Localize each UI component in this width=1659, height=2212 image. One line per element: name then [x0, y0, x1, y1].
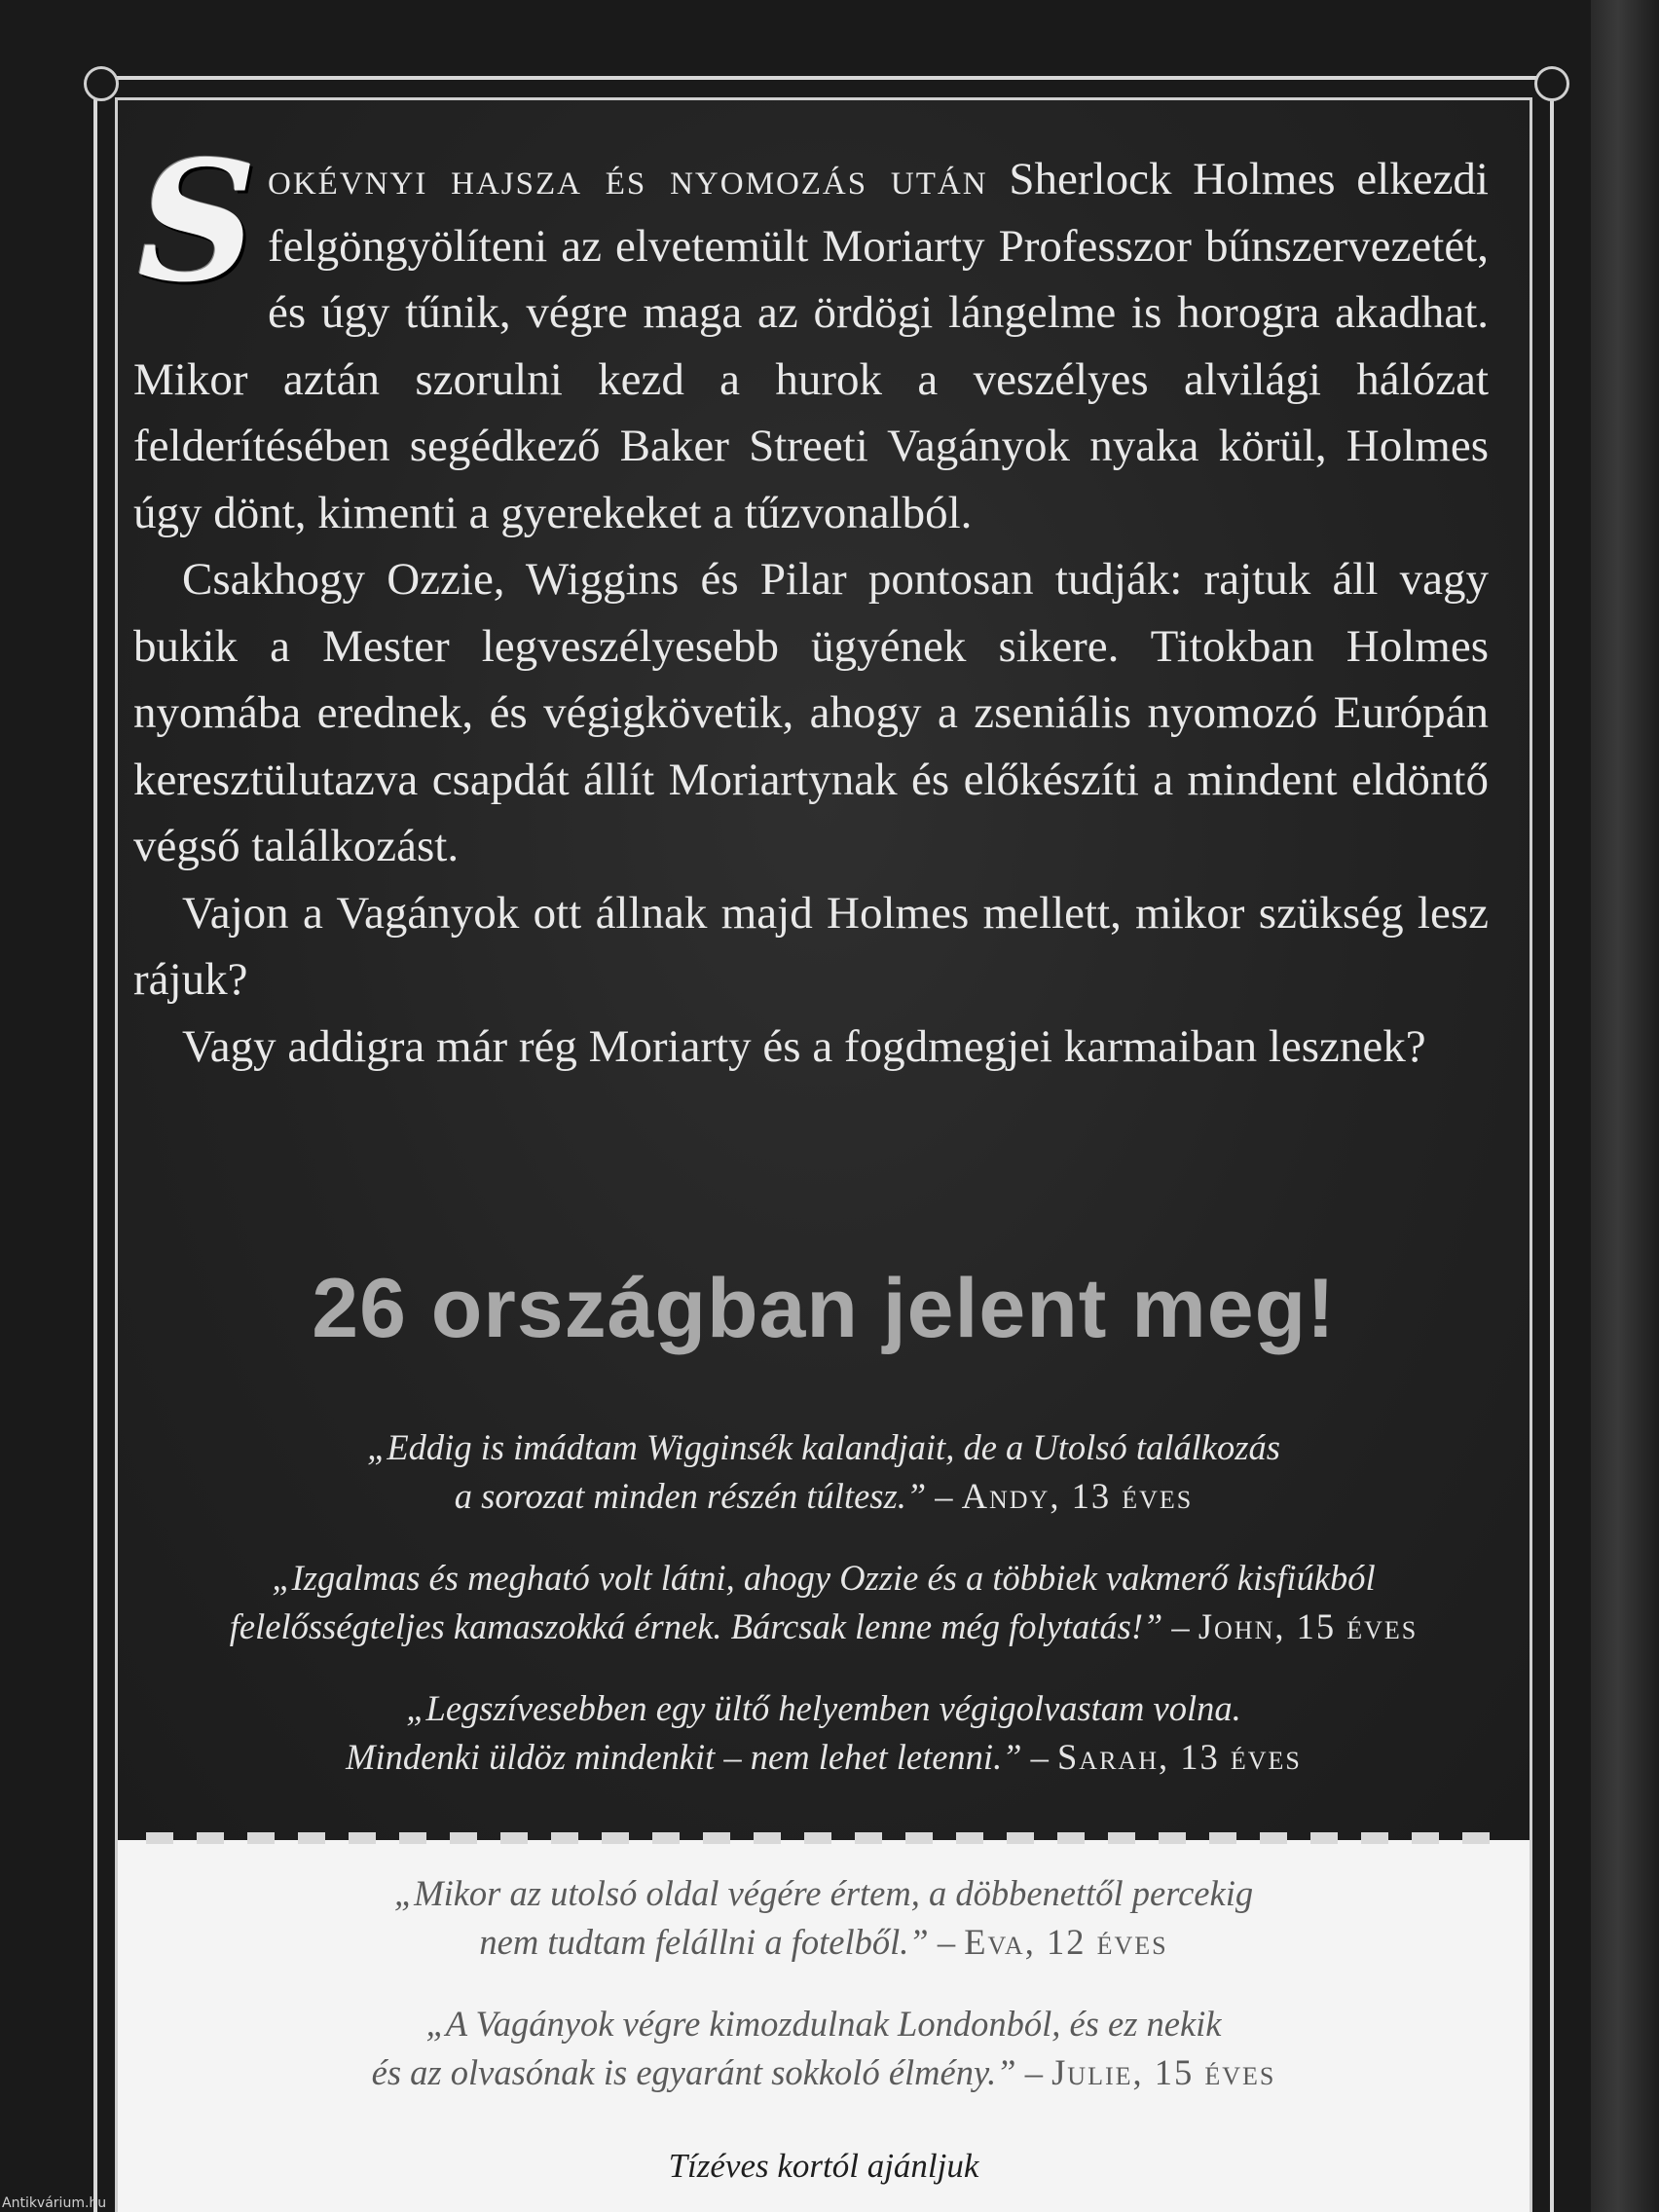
- reader-quotes-light: [118, 1869, 1530, 2130]
- intro-smallcaps: okévnyi hajsza és nyomozás után: [268, 154, 988, 204]
- blurb-paragraph-2: Csakhogy Ozzie, Wiggins és Pilar pontosan tudják: rajtuk áll vagy bukik a Mester legveszélyesebb ügyének sikere. Titokban Holmes nyomába erednek, és végigkövetik, ahogy a zseniális nyomozó Európán keresztülutazva csapdát állít Moriartynak és előkészíti a mindent eldöntő végső találkozást.: [133, 554, 1489, 871]
- quote-line-with-author: [118, 2048, 1530, 2097]
- blurb-paragraph-4: Vagy addigra már rég Moriarty és a fogdmegjei karmaiban lesznek?: [182, 1020, 1426, 1072]
- quote-text: és az olvasónak is egyaránt sokkoló élmény.” –: [371, 2052, 1052, 2092]
- reader-quote: [118, 1869, 1530, 1967]
- paragraph-text: Sherlock Holmes elkezdi felgöngyölíteni az elvetemült Moriarty Professzor bűnszervezetét, és úgy tűnik, végre maga az ördögi lángelme is horogra akadhat. Mikor aztán szorulni kezd a hurok a veszélyes alvilági hálózat felderítésében segédkező Baker Streeti Vagányok nyaka körül, Holmes úgy dönt, kimenti a gyerekeket a tűzvonalból.: [133, 154, 1489, 538]
- quote-line: „Eddig is imádtam Wigginsék kalandjait, de a Utolsó találkozás: [367, 1427, 1280, 1467]
- blurb-text: [133, 125, 1489, 1080]
- reader-quotes-dark: [118, 1423, 1530, 1815]
- age-recommendation: Tízéves kortól ajánljuk: [668, 2147, 979, 2185]
- frame-corner-ornament: [1534, 66, 1569, 101]
- frame-corner-ornament: [84, 66, 119, 101]
- quote-author: Andy, 13 éves: [961, 1476, 1194, 1516]
- reader-quote: [118, 1554, 1530, 1651]
- quote-text: felelősségteljes kamaszokká érnek. Bárcsak lenne még folytatás!” –: [229, 1606, 1198, 1646]
- quote-author: Sarah, 13 éves: [1057, 1737, 1302, 1777]
- quote-author: Eva, 12 éves: [964, 1922, 1168, 1962]
- book-spine-edge: [1591, 0, 1659, 2212]
- quote-line: „Izgalmas és megható volt látni, ahogy Ozzie és a többiek vakmerő kisfiúkból: [272, 1558, 1376, 1598]
- quote-line: „Legszívesebben egy ültő helyemben végigolvastam volna.: [406, 1688, 1241, 1728]
- blurb-paragraph-3: Vajon a Vagányok ott állnak majd Holmes mellett, mikor szükség lesz rájuk?: [133, 887, 1489, 1005]
- quote-line: „Mikor az utolsó oldal végére értem, a döbbenettől percekig: [393, 1873, 1254, 1913]
- quote-text: Mindenki üldöz mindenkit – nem lehet letenni.” –: [346, 1737, 1057, 1777]
- reader-quote: [118, 2000, 1530, 2097]
- quote-line-with-author: [118, 1472, 1530, 1521]
- quote-text: nem tudtam felállni a fotelből.” –: [479, 1922, 965, 1962]
- blurb-paragraph-1: [133, 125, 1489, 546]
- quote-text: a sorozat minden részén túltesz.” –: [454, 1476, 962, 1516]
- quote-author: John, 15 éves: [1198, 1606, 1419, 1646]
- reader-quote: [118, 1423, 1530, 1521]
- checker-divider: [146, 1832, 1509, 1844]
- quote-line: „A Vagányok végre kimozdulnak Londonból, és ez nekik: [425, 2004, 1222, 2044]
- headline: 26 országban jelent meg!: [312, 1262, 1336, 1355]
- quote-line-with-author: [118, 1733, 1530, 1782]
- quote-author: Julie, 15 éves: [1051, 2052, 1276, 2092]
- watermark-text: Antikvárium.hu: [2, 2195, 107, 2211]
- drop-cap-letter: S: [137, 125, 257, 319]
- quote-line-with-author: [118, 1918, 1530, 1967]
- quote-line-with-author: [118, 1603, 1530, 1651]
- reader-quote: [118, 1684, 1530, 1782]
